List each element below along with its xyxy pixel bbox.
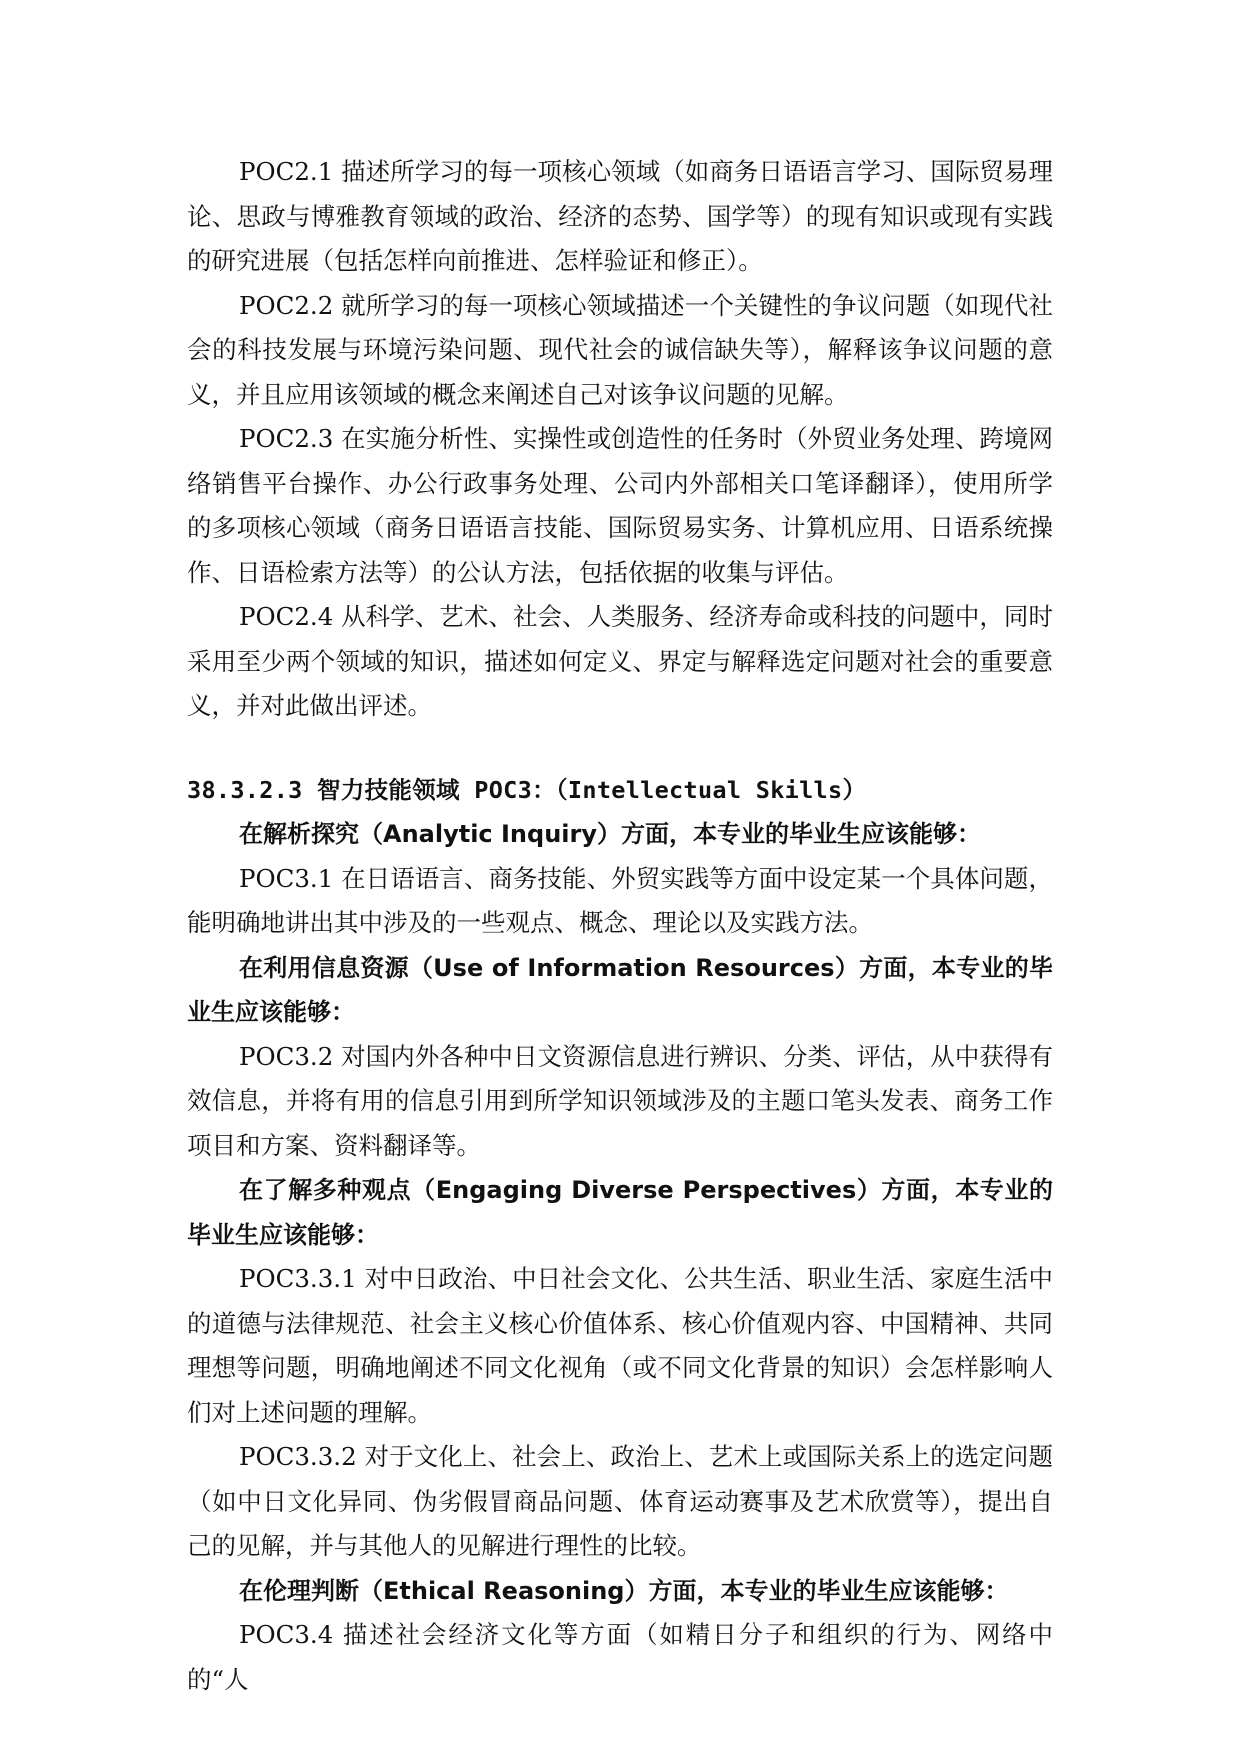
document-body bbox=[187, 150, 1053, 1702]
subheading-analytic-inquiry: 在解析探究（Analytic Inquiry）方面，本专业的毕业生应该能够： bbox=[239, 820, 981, 848]
paragraph-poc3-1: POC3.1 在日语语言、商务技能、外贸实践等方面中设定某一个具体问题，能明确地讲出其中涉及的一些观点、概念、理论以及实践方法。 bbox=[187, 863, 1053, 937]
paragraph-poc3-2: POC3.2 对国内外各种中日文资源信息进行辨识、分类、评估，从中获得有效信息，并将有用的信息引用到所学知识领域涉及的主题口笔头发表、商务工作项目和方案、资料翻译等。 bbox=[187, 1041, 1053, 1160]
paragraph-poc3-3-2: POC3.3.2 对于文化上、社会上、政治上、艺术上或国际关系上的选定问题（如中日文化异同、伪劣假冒商品问题、体育运动赛事及艺术欣赏等），提出自己的见解，并与其他人的见解进行理性的比较。 bbox=[187, 1442, 1053, 1560]
paragraph-poc3-4: POC3.4 描述社会经济文化等方面（如精日分子和组织的行为、网络中的“人 bbox=[187, 1620, 1053, 1694]
paragraph-poc2-2: POC2.2 就所学习的每一项核心领域描述一个关键性的争议问题（如现代社会的科技发展与环境污染问题、现代社会的诚信缺失等），解释该争议问题的意义，并且应用该领域的概念来阐述自己对该争议问题的见解。 bbox=[187, 290, 1053, 409]
section-heading: 38.3.2.3 智力技能领域 POC3：（Intellectual Skills） bbox=[187, 775, 867, 804]
paragraph-poc3-3-1: POC3.3.1 对中日政治、中日社会文化、公共生活、职业生活、家庭生活中的道德与法律规范、社会主义核心价值体系、核心价值观内容、中国精神、共同理想等问题，明确地阐述不同文化视角（或不同文化背景的知识）会怎样影响人们对上述问题的理解。 bbox=[187, 1264, 1053, 1427]
subheading-ethical-reasoning: 在伦理判断（Ethical Reasoning）方面，本专业的毕业生应该能够： bbox=[239, 1576, 1009, 1605]
subheading-information-resources: 在利用信息资源（Use of Information Resources）方面，本专业的毕业生应该能够： bbox=[187, 953, 1053, 1026]
paragraph-poc2-3: POC2.3 在实施分析性、实操性或创造性的任务时（外贸业务处理、跨境网络销售平台操作、办公行政事务处理、公司内外部相关口笔译翻译），使用所学的多项核心领域（商务日语语言技能、国际贸易实务、计算机应用、日语系统操作、日语检索方法等）的公认方法，包括依据的收集与评估。 bbox=[187, 424, 1053, 587]
paragraph-poc2-1: POC2.1 描述所学习的每一项核心领域（如商务日语语言学习、国际贸易理论、思政与博雅教育领域的政治、经济的态势、国学等）的现有知识或现有实践的研究进展（包括怎样向前推进、怎样验证和修正）。 bbox=[187, 157, 1053, 275]
subheading-diverse-perspectives: 在了解多种观点（Engaging Diverse Perspectives）方面，本专业的毕业生应该能够： bbox=[187, 1176, 1053, 1249]
paragraph-poc2-4: POC2.4 从科学、艺术、社会、人类服务、经济寿命或科技的问题中，同时采用至少两个领域的知识，描述如何定义、界定与解释选定问题对社会的重要意义，并对此做出评述。 bbox=[187, 602, 1053, 720]
